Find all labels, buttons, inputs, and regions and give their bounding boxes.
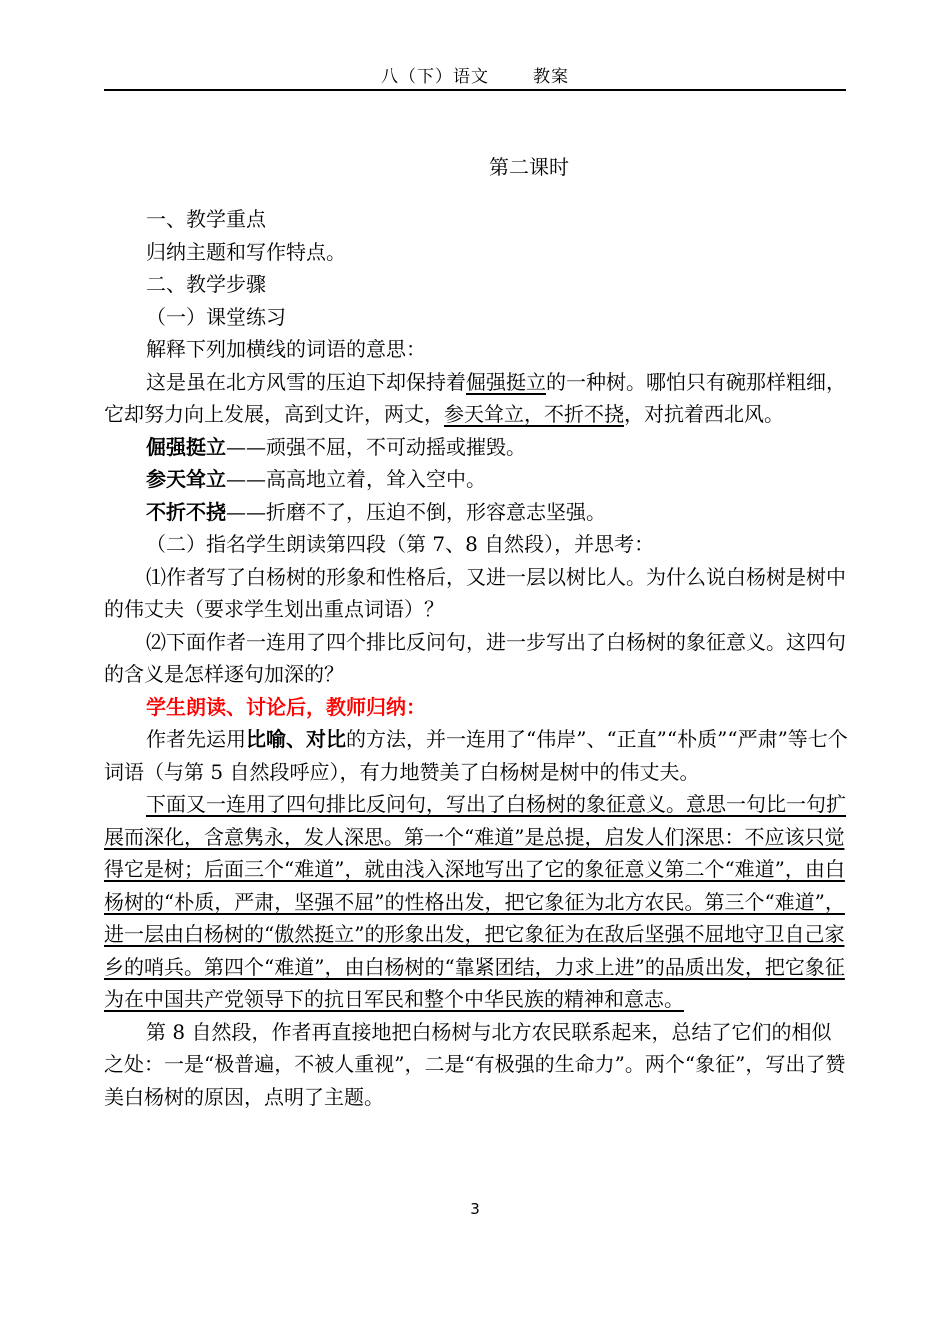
answer-bold-text: 比喻、对比 xyxy=(246,727,346,751)
exercise-instruction: 解释下列加横线的词语的意思： xyxy=(146,337,426,361)
definition-meaning: ——折磨不了，压迫不倒，形容意志坚强。 xyxy=(226,499,606,524)
page-header xyxy=(104,62,846,87)
passage-text: 的一种树。哪怕只有碗那样粗细，它却努力向上发展，高到丈许，两丈， xyxy=(104,369,846,426)
header-doc-type: 教案 xyxy=(533,67,569,87)
exercise-passage xyxy=(104,366,848,431)
subsection-2-heading: （二）指名学生朗读第四段（第 7、8 自然段），并思考： xyxy=(146,532,655,556)
header-course: 八（下）语文 xyxy=(381,67,489,87)
answer-text: 作者先运用 xyxy=(146,727,246,751)
teacher-summary-note xyxy=(104,691,848,724)
subsection-1-heading: （一）课堂练习 xyxy=(146,304,286,329)
definition xyxy=(104,463,848,496)
definition-term: 不折不挠 xyxy=(146,499,226,524)
answer-paragraph-2 xyxy=(104,788,848,1016)
page-number: 3 xyxy=(470,1200,480,1218)
answer-paragraph-1 xyxy=(104,723,848,788)
definition-meaning: ——高高地立着，耸入空中。 xyxy=(226,467,486,491)
definition xyxy=(104,431,848,464)
red-note: 学生朗读、讨论后，教师归纳： xyxy=(146,694,426,719)
answer-text: 的方法，并一连用了“伟岸”、“正直”“朴质”“严肃”等七个词语（与第 5 自然段呼应），有力地赞美了白杨树是树中的伟丈夫。 xyxy=(104,727,848,784)
section-1-heading: 一、教学重点 xyxy=(146,207,266,231)
definition-term: 参天耸立 xyxy=(146,467,226,491)
passage-text: 这是虽在北方风雪的压迫下却保持着 xyxy=(146,369,466,394)
section-1-text: 归纳主题和写作特点。 xyxy=(146,239,346,264)
definition-meaning: ——顽强不屈，不可动摇或摧毁。 xyxy=(226,434,526,459)
document-body xyxy=(104,203,848,1113)
question-2: ⑵下面作者一连用了四个排比反问句，进一步写出了白杨树的象征意义。这四句的含义是怎样逐句加深的？ xyxy=(104,629,846,686)
underlined-phrase: 参天耸立，不折不挠 xyxy=(444,402,624,426)
lesson-title-wrap xyxy=(104,151,950,180)
question-1: ⑴作者写了白杨树的形象和性格后，又进一层以树比人。为什么说白杨树是树中的伟丈夫（要求学生划出重点词语）？ xyxy=(104,564,846,621)
lesson-title: 第二课时 xyxy=(489,155,569,179)
definition-term: 倔强挺立 xyxy=(146,434,226,459)
section-2-heading: 二、教学步骤 xyxy=(146,272,266,296)
underlined-phrase: 倔强挺立 xyxy=(466,369,546,394)
header-rule xyxy=(104,89,846,91)
answer-paragraph-3: 第 8 自然段，作者再直接地把白杨树与北方农民联系起来，总结了它们的相似之处：一是“极普遍，不被人重视”，二是“有极强的生命力”。两个“象征”，写出了赞美白杨树的原因，点明了主题。 xyxy=(104,1019,846,1109)
underlined-answer: 下面又一连用了四句排比反问句，写出了白杨树的象征意义。意思一句比一句扩展而深化，含意隽永，发人深思。第一个“难道”是总提，启发人们深思：不应该只觉得它是树；后面三个“难道”，就由浅入深地写出了它的象征意义第二个“难道”，由白杨树的“朴质，严肃，坚强不屈”的性格出发，把它象征为北方农民。第三个“难道”，进一层由白杨树的“傲然挺立”的形象出发，把它象征为在敌后坚强不屈地守卫自己家乡的哨兵。第四个“难道”，由白杨树的“靠紧团结，力求上进”的品质出发，把它象征为在中国共产党领导下的抗日军民和整个中华民族的精神和意志。 xyxy=(104,792,846,1011)
passage-text: ，对抗着西北风。 xyxy=(624,402,784,426)
definition xyxy=(104,496,848,529)
